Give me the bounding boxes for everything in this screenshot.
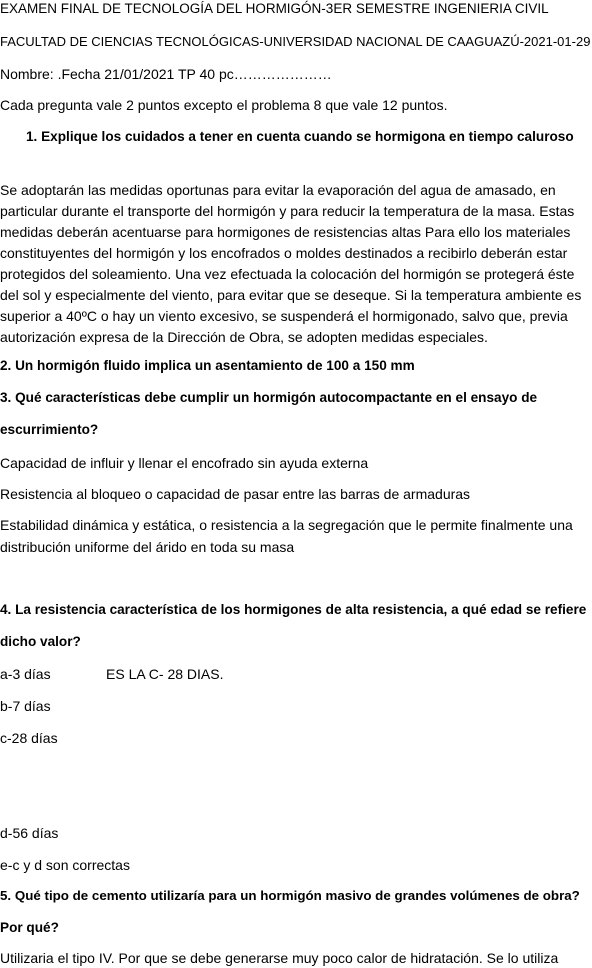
question-1-title: 1. Explique los cuidados a tener en cuenta cuando se hormigona en tiempo caluroso: [26, 129, 574, 144]
option-d: d-56 días: [0, 825, 59, 841]
scoring-note: Cada pregunta vale 2 puntos excepto el problema 8 que vale 12 puntos.: [0, 97, 448, 113]
question-3-title: 3. Qué características debe cumplir un hormigón autocompactante en el ensayo de: [0, 390, 538, 405]
option-b: b-7 días: [0, 698, 51, 714]
question-4-title: 4. La resistencia característica de los hormigones de alta resistencia, a qué edad se refiere: [0, 602, 587, 617]
answer-3-item: Capacidad de influir y llenar el encofrado sin ayuda externa: [0, 455, 369, 471]
answer-4: ES LA C- 28 DIAS.: [106, 666, 224, 682]
exam-title: EXAMEN FINAL DE TECNOLOGÍA DEL HORMIGÓN-3ER SEMESTRE INGENIERIA CIVIL: [0, 1, 549, 16]
name-date-line: Nombre: .Fecha 21/01/2021 TP 40 pc…………………: [0, 66, 332, 82]
answer-1-line: medidas deberán acentuarse para hormigones de resistencias altas Para ello los materiales: [0, 224, 571, 240]
question-5-title: 5. Qué tipo de cemento utilizaría para un hormigón masivo de grandes volúmenes de obra?: [0, 888, 580, 903]
answer-1-line: particular durante el transporte del hormigón y para reducir la temperatura de la masa. Estas: [0, 203, 575, 219]
option-c: c-28 días: [0, 730, 58, 746]
answer-5-line: Utilizaria el tipo IV. Por que se debe generarse muy poco calor de hidratación. Se lo utiliza: [0, 950, 559, 966]
answer-1-line: superior a 40ºC o hay un viento excesivo, se suspenderá el hormigonado, salvo que, previa: [0, 308, 568, 324]
faculty-line: FACULTAD DE CIENCIAS TECNOLÓGICAS-UNIVERSIDAD NACIONAL DE CAAGUAZÚ-2021-01-29: [0, 34, 591, 49]
answer-1-line: protegidos del soleamiento. Una vez efectuada la colocación del hormigón se protegerá éste: [0, 266, 575, 282]
question-2-title: 2. Un hormigón fluido implica un asentamiento de 100 a 150 mm: [0, 358, 415, 373]
option-a: a-3 días: [0, 666, 51, 682]
answer-3-item: Resistencia al bloqueo o capacidad de pasar entre las barras de armaduras: [0, 486, 471, 502]
question-5-title-cont: Por qué?: [0, 920, 59, 935]
question-4-title-cont: dicho valor?: [0, 634, 81, 649]
question-3-title-cont: escurrimiento?: [0, 422, 99, 437]
answer-3-item: Estabilidad dinámica y estática, o resistencia a la segregación que le permite finalmente una: [0, 517, 573, 533]
option-e: e-c y d son correctas: [0, 857, 130, 873]
answer-1-line: autorización expresa de la Dirección de Obra, se adopten medidas especiales.: [0, 329, 488, 345]
answer-1-line: del sol y especialmente del viento, para evitar que se deseque. Si la temperatura ambiente es: [0, 287, 582, 303]
answer-3-item: distribución uniforme del árido en toda su masa: [0, 539, 295, 555]
answer-1-line: Se adoptarán las medidas oportunas para evitar la evaporación del agua de amasado, en: [0, 182, 556, 198]
answer-1-line: constituyentes del hormigón y los encofrados o moldes destinados a recibirlo deberán estar: [0, 245, 568, 261]
